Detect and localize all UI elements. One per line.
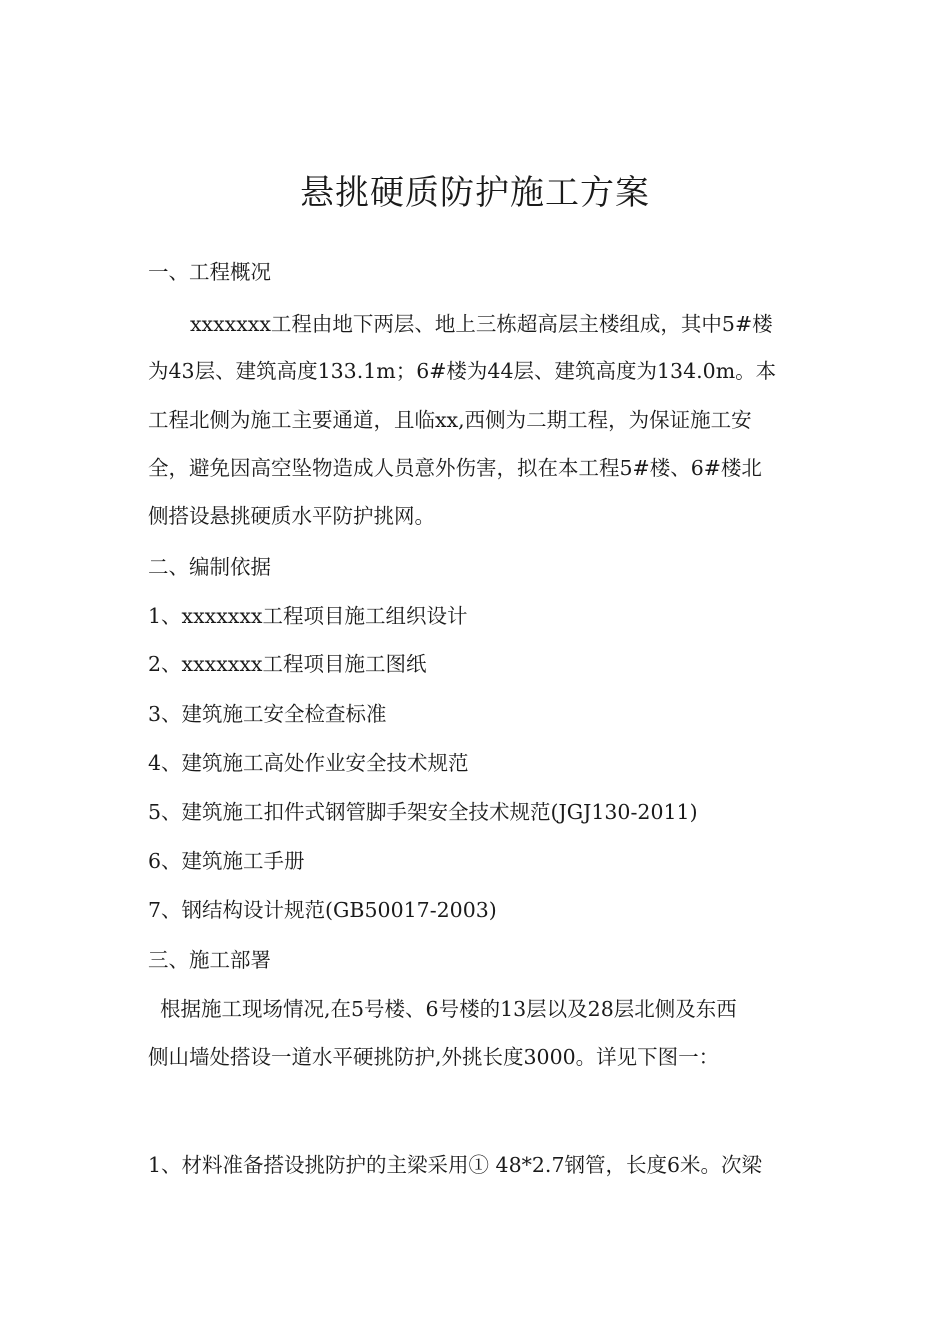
section-heading-basis: 二、编制依据 — [148, 555, 271, 579]
document-title: 悬挑硬质防护施工方案 — [300, 173, 650, 213]
basis-list-item: 3、建筑施工安全检查标准 — [148, 702, 387, 726]
overview-paragraph-line: xxxxxxx工程由地下两层、地上三栋超高层主楼组成，其中5#楼 — [190, 312, 773, 336]
basis-list-item: 1、xxxxxxx工程项目施工组织设计 — [148, 604, 468, 628]
materials-item: 1、材料准备搭设挑防护的主梁采用① 48*2.7钢管，长度6米。次梁 — [148, 1153, 763, 1177]
overview-paragraph-line: 全，避免因高空坠物造成人员意外伤害，拟在本工程5#楼、6#楼北 — [148, 456, 762, 480]
section-heading-overview: 一、工程概况 — [148, 260, 271, 284]
deployment-paragraph-line: 侧山墙处搭设一道水平硬挑防护,外挑长度3000。详见下图一： — [148, 1045, 720, 1069]
section-heading-deployment: 三、施工部署 — [148, 948, 271, 972]
basis-list-item: 2、xxxxxxx工程项目施工图纸 — [148, 652, 427, 676]
overview-paragraph-line: 为43层、建筑高度133.1m；6#楼为44层、建筑高度为134.0m。本 — [148, 359, 777, 383]
overview-paragraph-line: 工程北侧为施工主要通道，且临xx,西侧为二期工程，为保证施工安 — [148, 408, 752, 432]
overview-paragraph-line: 侧搭设悬挑硬质水平防护挑网。 — [148, 504, 435, 528]
deployment-paragraph-line: 根据施工现场情况,在5号楼、6号楼的13层以及28层北侧及东西 — [160, 997, 737, 1021]
basis-list-item: 6、建筑施工手册 — [148, 849, 305, 873]
basis-list-item: 4、建筑施工高处作业安全技术规范 — [148, 751, 469, 775]
basis-list-item: 5、建筑施工扣件式钢管脚手架安全技术规范(JGJ130-2011) — [148, 800, 698, 824]
basis-list-item: 7、钢结构设计规范(GB50017-2003) — [148, 898, 497, 922]
